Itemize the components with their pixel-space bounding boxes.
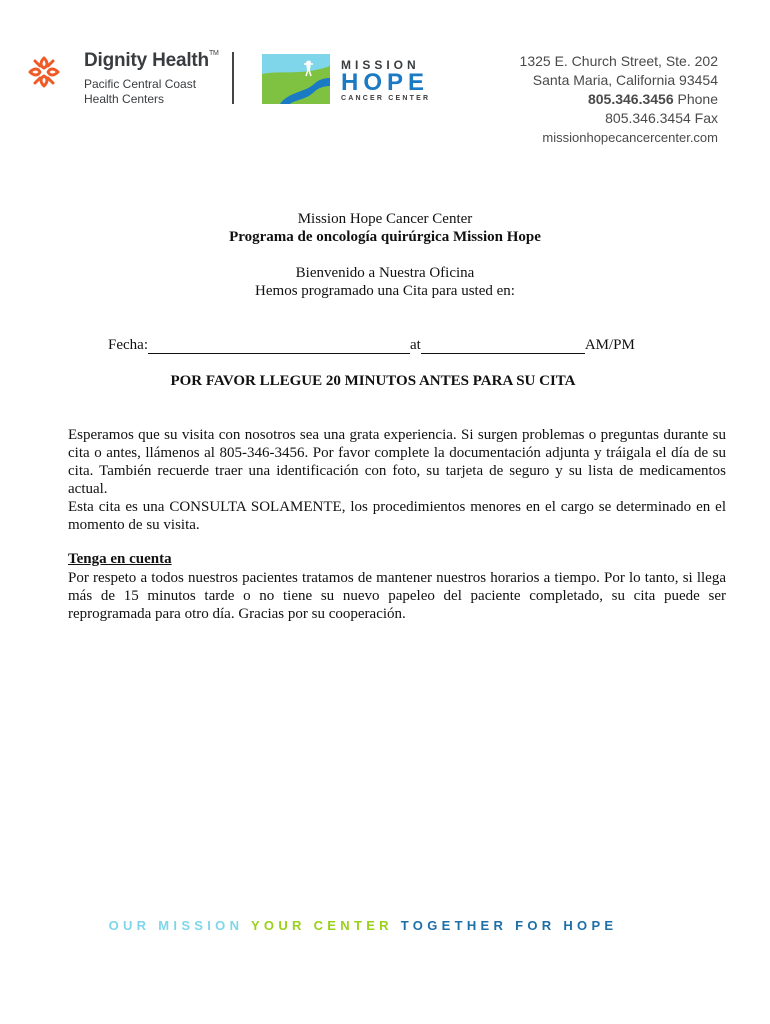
- fecha-label: Fecha:: [108, 337, 148, 353]
- mission-word: MISSION: [341, 58, 420, 72]
- mission-hope-logo: [258, 52, 431, 108]
- welcome-text: Bienvenido a Nuestra Oficina: [295, 265, 475, 281]
- appointment-date-line: [108, 337, 635, 357]
- trademark-mark: TM: [208, 50, 219, 57]
- time-blank-field[interactable]: [421, 339, 585, 354]
- address-block: [520, 52, 718, 147]
- tagline-together-for-hope: TOGETHER FOR HOPE: [400, 918, 618, 933]
- mission-hope-mark-icon: [258, 52, 334, 106]
- note-heading: Tenga en cuenta: [68, 551, 172, 567]
- cancer-center-word: CANCER CENTER: [341, 95, 431, 102]
- dignity-health-subtitle-1: Pacific Central Coast: [84, 77, 197, 91]
- address-street: 1325 E. Church Street, Ste. 202: [519, 53, 718, 69]
- dignity-health-name: Dignity Health™: [84, 50, 219, 71]
- date-blank-field[interactable]: [148, 339, 410, 354]
- tagline-our-mission: OUR MISSION: [108, 918, 251, 933]
- at-label: at: [409, 337, 421, 353]
- phone-number: 805.346.3456: [587, 91, 674, 107]
- dignity-health-mark-icon: [26, 52, 62, 92]
- ampm-label: AM/PM: [584, 337, 635, 353]
- logo-divider: [232, 52, 234, 104]
- dignity-health-subtitle-2: Health Centers: [84, 92, 165, 106]
- footer-tagline: [0, 918, 726, 933]
- tagline-your-center: YOUR CENTER: [250, 918, 401, 933]
- website-link[interactable]: missionhopecancercenter.com: [542, 130, 718, 145]
- scheduled-text: Hemos programado una Cita para usted en:: [255, 283, 515, 299]
- org-title: Mission Hope Cancer Center: [297, 211, 473, 227]
- address-phone: [520, 90, 718, 109]
- address-fax: 805.346.3454 Fax: [605, 110, 718, 126]
- phone-label: Phone: [677, 91, 718, 107]
- dignity-health-logo: [26, 50, 238, 110]
- program-title: Programa de oncología quirúrgica Mission Hope: [229, 229, 541, 245]
- paragraph-visit-info: Esperamos que su visita con nosotros sea una grata experiencia. Si surgen problemas o preguntas durante su cita o antes, llámenos al 805-346-3456. Por favor complete la documentación adjunta y tráigala el día de su cita. También recuerde traer una identificación con foto, su tarjeta de seguro y su lista de medicamentos actual.: [68, 427, 726, 497]
- hope-word: HOPE: [341, 69, 430, 96]
- address-city: Santa Maria, California 93454: [532, 72, 718, 88]
- paragraph-late-policy: Por respeto a todos nuestros pacientes tratamos de mantener nuestros horarios a tiempo. Por lo tanto, si llega más de 15 minutos tarde o no tiene su nuevo papeleo del paciente completado, su cita puede ser reprogramada para otro día. Gracias por su cooperación.: [68, 570, 726, 622]
- paragraph-consultation: Esta cita es una CONSULTA SOLAMENTE, los procedimientos menores en el cargo se determinado en el momento de su visita.: [68, 499, 726, 533]
- arrive-early-notice: POR FAVOR LLEGUE 20 MINUTOS ANTES PARA SU CITA: [170, 373, 576, 389]
